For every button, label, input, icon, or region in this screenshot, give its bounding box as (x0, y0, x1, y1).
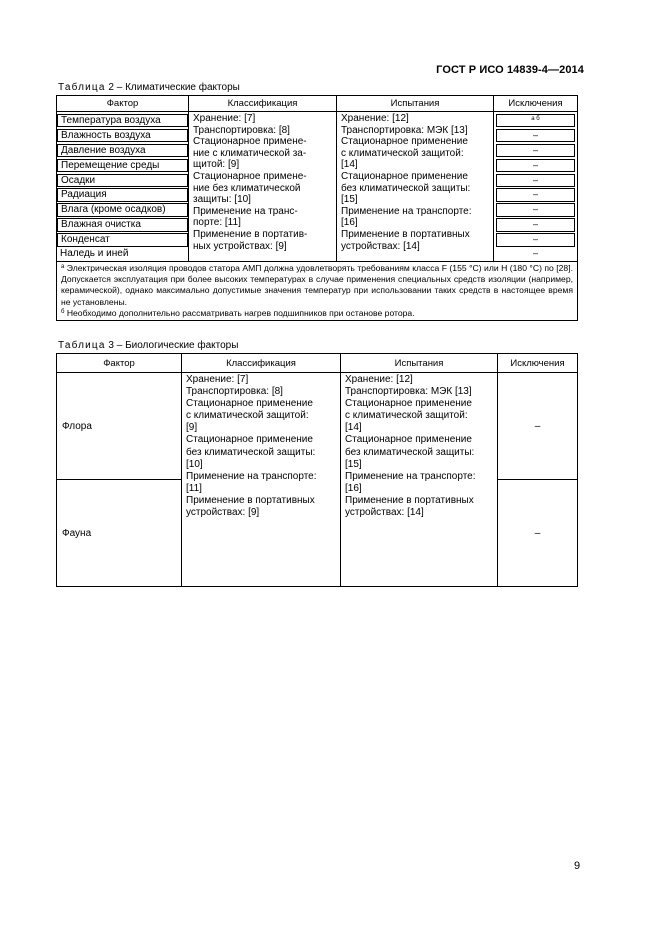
classification-line: порте: [11] (193, 217, 241, 229)
tests-line: Хранение: [12] (341, 113, 409, 124)
document-code: ГОСТ Р ИСО 14839-4—2014 (436, 64, 584, 76)
tests-line: с климатической защитой: (341, 147, 464, 159)
classification-line: с климатической защитой: (186, 410, 309, 422)
footnote-a-mark: а (61, 264, 65, 270)
tests-line: [14] (345, 422, 362, 434)
table3-classification-cell (182, 373, 341, 587)
tests-line: Стационарное применение (345, 434, 472, 446)
table3-col-factor: Фактор (57, 354, 182, 373)
tests-line: [16] (341, 217, 358, 229)
table2-caption-rest: 2 – Климатические факторы (105, 82, 240, 93)
classification-line: без климатической защиты: (186, 446, 316, 458)
classification-line: устройствах: [9] (186, 507, 260, 519)
tests-line: без климатической защиты: (345, 446, 475, 458)
classification-line: Стационарное применение (186, 434, 313, 446)
classification-line: Стационарное примене- (193, 170, 307, 182)
table3-caption (58, 340, 238, 351)
factor-item: Конденсат (57, 233, 188, 246)
tests-line: устройствах: [14] (341, 240, 420, 252)
table2-climatic (56, 95, 578, 321)
classification-line: [11] (186, 482, 202, 494)
tests-line: [16] (345, 482, 362, 494)
factor-item: Давление воздуха (57, 144, 188, 157)
classification-line: щитой: [9] (193, 159, 240, 171)
factor-item: Влажная очистка (57, 218, 188, 231)
tests-line: Применение в портативных (341, 228, 470, 240)
table2-col-factor: Фактор (57, 96, 189, 112)
tests-line: Применение на транспорте: (345, 470, 476, 482)
exception-item (496, 114, 575, 127)
exception-item: – (532, 248, 538, 259)
exception-item: – (496, 174, 575, 187)
factor-item: Влага (кроме осадков) (57, 203, 188, 216)
classification-line: Стационарное примене- (193, 136, 307, 148)
table3-caption-word: Таблица (58, 340, 106, 351)
exception-item: – (496, 188, 575, 201)
factor-item: Наледь и иней (60, 248, 129, 260)
tests-line: Применение на транспорте: (341, 205, 472, 217)
classification-line: Применение на транспорте: (186, 470, 317, 482)
tests-line: [15] (345, 458, 362, 470)
tests-line: Стационарное применение (341, 136, 468, 148)
table2-col-tests: Испытания (337, 96, 494, 112)
exception-item: – (496, 159, 575, 172)
tests-line: без климатической защиты: (341, 182, 471, 194)
table2-exceptions-list (494, 112, 578, 262)
table3-row-factor: Флора (57, 373, 182, 480)
footnote-b (61, 308, 573, 319)
table2-caption (58, 82, 240, 93)
exception-item: – (496, 129, 575, 142)
exception-item: – (496, 203, 575, 216)
tests-line: Транспортировка: МЭК [13] (345, 386, 472, 398)
exception-item: – (496, 144, 575, 157)
tests-line: Транспортировка: МЭК [13] (341, 124, 468, 136)
page-number: 9 (574, 860, 581, 872)
table3-col-tests: Испытания (341, 354, 498, 373)
table2-col-exceptions: Исключения (494, 96, 578, 112)
tests-line: [14] (341, 159, 358, 171)
classification-line: Применение на транс- (193, 205, 298, 217)
tests-line: с климатической защитой: (345, 410, 468, 422)
classification-line: Хранение: [7] (193, 113, 256, 124)
table2-footnotes (57, 262, 578, 321)
classification-line: ных устройствах: [9] (193, 240, 287, 252)
factor-item: Температура воздуха (57, 114, 188, 127)
exception-item: – (496, 218, 575, 231)
table2-col-classification: Классификация (189, 96, 337, 112)
footnote-b-mark: б (61, 308, 65, 315)
footnote-a-text: Электрическая изоляция проводов статора АМП должна удовлетворять требованиям класса F (155 °С) или Н (180 °С) по [28]. Допускается эксплуатация при более высоких температурах в случае применения специальных средств изоляции (например, керамической), однако максимально допустимые значения температур при использовании таких средств в настоящее время не установлены. (61, 263, 573, 307)
table2-tests-cell (337, 112, 494, 262)
factor-item: Влажность воздуха (57, 129, 188, 142)
factor-item: Перемещение среды (57, 159, 188, 172)
classification-line: защиты: [10] (193, 194, 251, 206)
tests-line: Стационарное применение (345, 398, 472, 410)
table3-caption-rest: 3 – Биологические факторы (105, 340, 239, 351)
table3-col-classification: Классификация (182, 354, 341, 373)
classification-line: [10] (186, 458, 203, 470)
tests-line: устройствах: [14] (345, 507, 424, 519)
classification-line: Применение в портативных (186, 494, 315, 506)
tests-line: Стационарное применение (341, 170, 468, 182)
table3-col-exceptions: Исключения (498, 354, 578, 373)
factor-item: Осадки (57, 174, 188, 187)
classification-line: ние без климатической (193, 182, 301, 194)
classification-line: Транспортировка: [8] (193, 124, 290, 136)
classification-line: ние с климатической за- (193, 147, 307, 159)
footnote-a (61, 263, 573, 308)
table3-tests-cell (341, 373, 498, 587)
table2-factor-list (57, 112, 189, 262)
table3-row-factor: Фауна (57, 480, 182, 587)
classification-line: Стационарное применение (186, 398, 313, 410)
tests-line: Применение в портативных (345, 494, 474, 506)
exception-item: – (496, 233, 575, 246)
table2-classification-cell (189, 112, 337, 262)
classification-line: Хранение: [7] (186, 374, 249, 385)
exception-footnote-marks: а б (531, 116, 540, 122)
classification-line: Транспортировка: [8] (186, 386, 283, 398)
footnote-b-text: Необходимо дополнительно рассматривать нагрев подшипников при останове ротора. (64, 307, 415, 318)
table2-caption-word: Таблица (58, 82, 106, 93)
classification-line: Применение в портатив- (193, 228, 308, 240)
tests-line: Хранение: [12] (345, 374, 413, 385)
factor-item: Радиация (57, 188, 188, 201)
classification-line: [9] (186, 422, 198, 434)
tests-line: [15] (341, 194, 358, 206)
table3-row-exception: – (498, 480, 578, 587)
table3-biological (56, 353, 578, 587)
table3-row-exception: – (498, 373, 578, 480)
